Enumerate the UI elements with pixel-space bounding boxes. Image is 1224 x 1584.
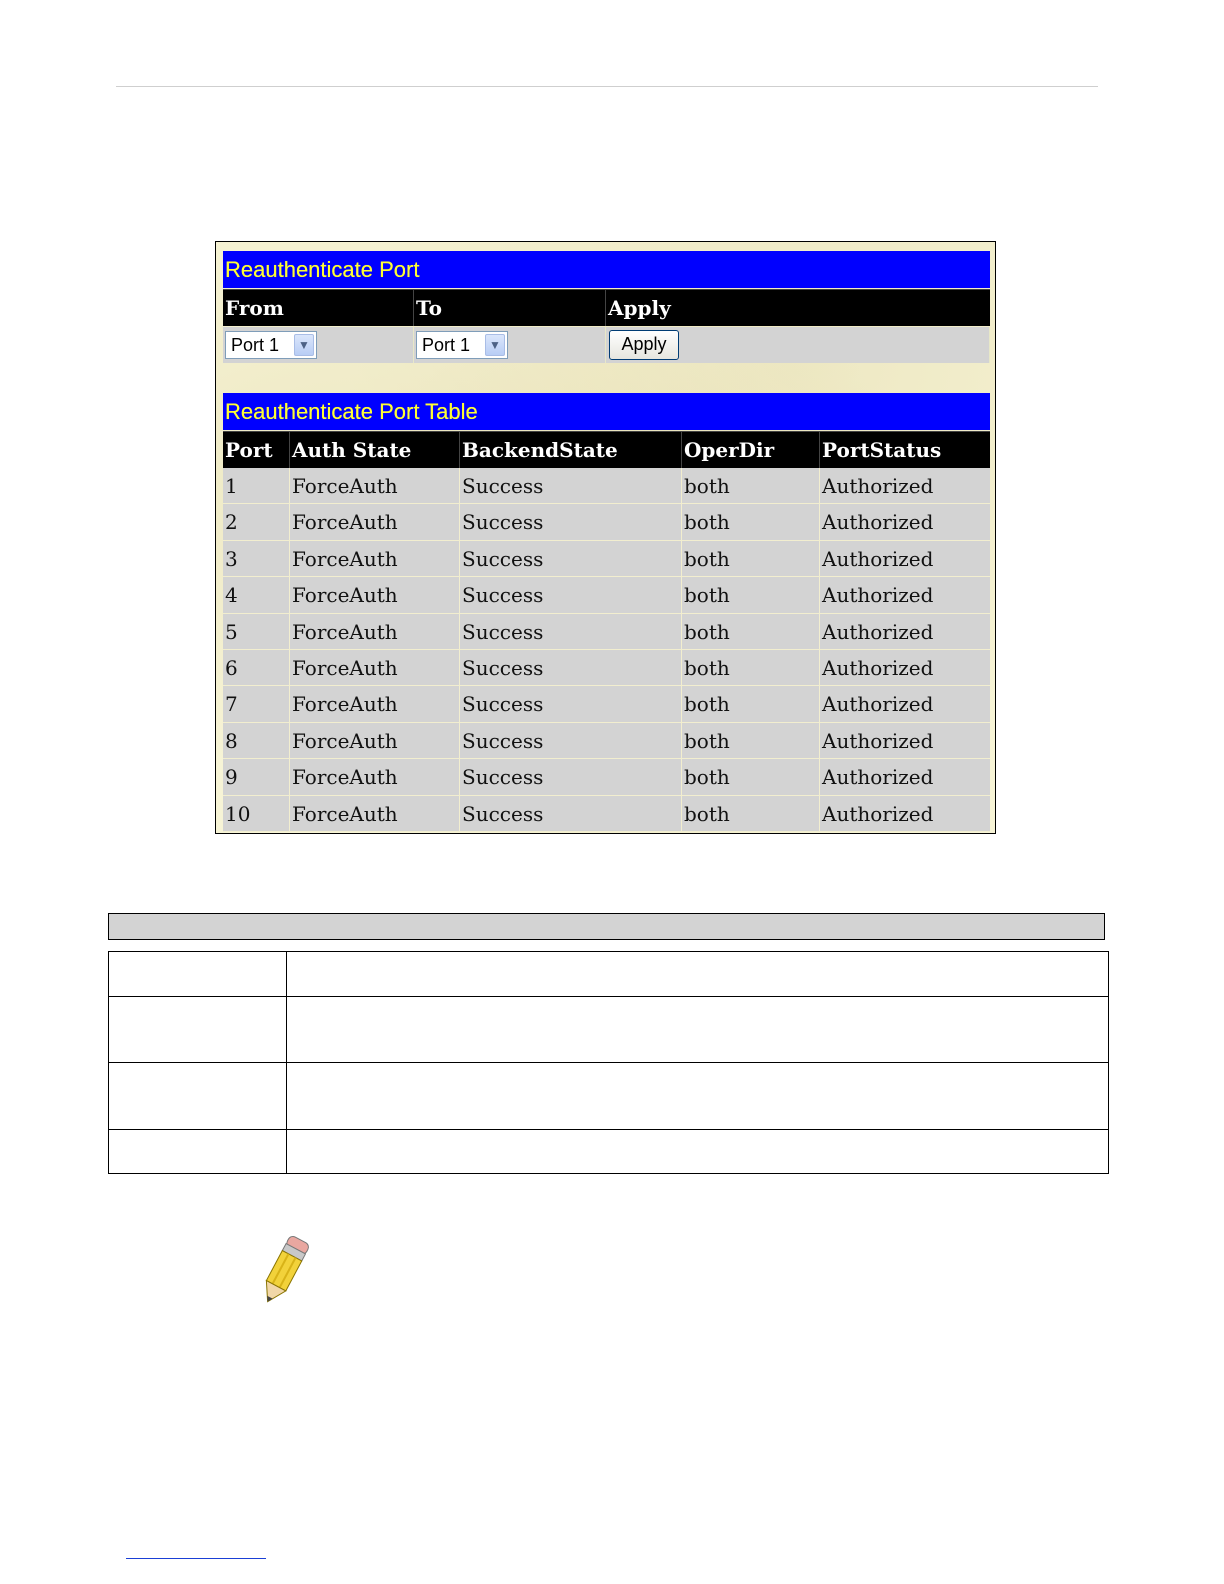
- to-cell: [414, 327, 606, 363]
- reauthenticate-port-header: [223, 289, 990, 326]
- cell-auth-state: ForceAuth: [290, 577, 460, 612]
- apply-button[interactable]: Apply: [609, 330, 679, 360]
- reauthenticate-port-table-header: [223, 431, 990, 468]
- cell-port-status: Authorized: [822, 692, 934, 717]
- cell-backend-state: Success: [460, 650, 682, 685]
- cell-backend-state: Success: [460, 541, 682, 576]
- cell-auth-state: ForceAuth: [290, 686, 460, 721]
- apply-cell: [606, 327, 990, 363]
- cell-backend-state: Success: [460, 686, 682, 721]
- reauthenticate-port-panel: [215, 241, 996, 834]
- footer-link-underline: [126, 1558, 266, 1559]
- cell-port: 7: [223, 686, 290, 721]
- reauthenticate-port-table-title: Reauthenticate Port Table: [223, 393, 990, 430]
- description-row: [109, 952, 1109, 997]
- cell-port: 6: [223, 650, 290, 685]
- cell-backend-state: Success: [460, 577, 682, 612]
- description-table-header: [108, 913, 1105, 940]
- apply-header: Apply: [608, 296, 671, 320]
- to-header: To: [414, 290, 606, 326]
- from-header: From: [223, 290, 414, 326]
- cell-oper-dir: both: [682, 468, 820, 503]
- cell-oper-dir: both: [682, 723, 820, 758]
- col-port-status: PortStatus: [822, 438, 942, 462]
- cell-port: 1: [223, 468, 290, 503]
- col-auth-state: Auth State: [290, 432, 460, 468]
- to-port-select[interactable]: [416, 331, 508, 359]
- col-backend-state: BackendState: [460, 432, 682, 468]
- reauthenticate-port-table: [223, 468, 990, 832]
- cell-port: 9: [223, 759, 290, 794]
- cell-port: 4: [223, 577, 290, 612]
- cell-port-status: Authorized: [822, 765, 934, 790]
- cell-auth-state: ForceAuth: [290, 650, 460, 685]
- cell-oper-dir: both: [682, 614, 820, 649]
- pencil-note-icon: [250, 1228, 320, 1310]
- table-row: [223, 759, 990, 795]
- cell-port: 8: [223, 723, 290, 758]
- cell-port-status: Authorized: [822, 728, 934, 753]
- description-row: [109, 997, 1109, 1063]
- table-row: [223, 504, 990, 540]
- table-row: [223, 796, 990, 832]
- cell-oper-dir: both: [682, 759, 820, 794]
- col-port: Port: [223, 432, 290, 468]
- chevron-down-icon[interactable]: ▼: [294, 334, 314, 356]
- table-row: [223, 468, 990, 504]
- table-row: [223, 577, 990, 613]
- cell-port-status: Authorized: [822, 546, 934, 571]
- description-row: [109, 1063, 1109, 1130]
- cell-port-status: Authorized: [822, 801, 934, 826]
- cell-auth-state: ForceAuth: [290, 614, 460, 649]
- description-row: [109, 1130, 1109, 1174]
- table-row: [223, 614, 990, 650]
- chevron-down-icon[interactable]: ▼: [485, 334, 505, 356]
- cell-oper-dir: both: [682, 686, 820, 721]
- cell-port: 2: [223, 504, 290, 539]
- table-row: [223, 650, 990, 686]
- cell-port: 5: [223, 614, 290, 649]
- cell-port: 3: [223, 541, 290, 576]
- from-port-select[interactable]: [225, 331, 317, 359]
- cell-oper-dir: both: [682, 650, 820, 685]
- from-port-value: Port 1: [231, 335, 280, 355]
- cell-backend-state: Success: [460, 504, 682, 539]
- cell-port: 10: [223, 796, 290, 831]
- cell-auth-state: ForceAuth: [290, 504, 460, 539]
- cell-oper-dir: both: [682, 577, 820, 612]
- cell-auth-state: ForceAuth: [290, 468, 460, 503]
- cell-port-status: Authorized: [822, 655, 934, 680]
- reauthenticate-port-title: Reauthenticate Port: [223, 251, 990, 288]
- col-oper-dir: OperDir: [682, 432, 820, 468]
- cell-backend-state: Success: [460, 468, 682, 503]
- cell-auth-state: ForceAuth: [290, 796, 460, 831]
- cell-auth-state: ForceAuth: [290, 541, 460, 576]
- from-cell: [223, 327, 414, 363]
- cell-port-status: Authorized: [822, 583, 934, 608]
- cell-oper-dir: both: [682, 796, 820, 831]
- cell-oper-dir: both: [682, 541, 820, 576]
- cell-backend-state: Success: [460, 614, 682, 649]
- cell-backend-state: Success: [460, 723, 682, 758]
- description-table: [108, 951, 1109, 1174]
- cell-backend-state: Success: [460, 759, 682, 794]
- table-row: [223, 541, 990, 577]
- to-port-value: Port 1: [422, 335, 471, 355]
- cell-port-status: Authorized: [822, 619, 934, 644]
- cell-backend-state: Success: [460, 796, 682, 831]
- page-top-rule: [116, 86, 1098, 87]
- table-row: [223, 686, 990, 722]
- cell-auth-state: ForceAuth: [290, 723, 460, 758]
- cell-oper-dir: both: [682, 504, 820, 539]
- table-row: [223, 723, 990, 759]
- cell-port-status: Authorized: [822, 510, 934, 535]
- cell-port-status: Authorized: [822, 474, 934, 498]
- reauthenticate-port-form: [223, 327, 990, 363]
- cell-auth-state: ForceAuth: [290, 759, 460, 794]
